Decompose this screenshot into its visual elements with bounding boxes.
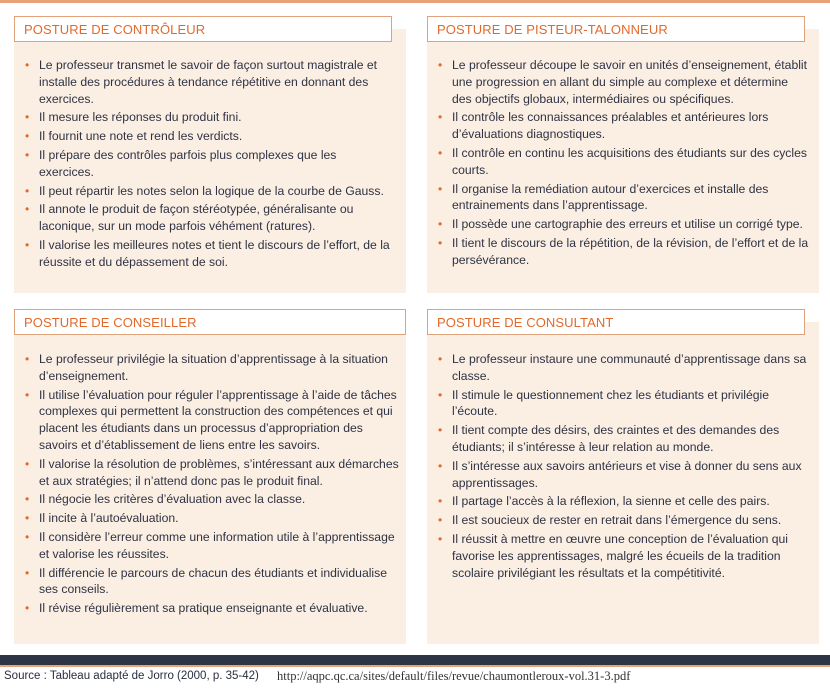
list-item: • Il négocie les critères d’évaluation avec la classe. — [24, 491, 402, 508]
source-url[interactable]: http://aqpc.qc.ca/sites/default/files/revue/chaumontleroux-vol.31-3.pdf — [277, 669, 631, 683]
list-item: • Il annote le produit de façon stéréotypée, généralisante ou laconique, sur un mode parfois véhément (ratures). — [24, 201, 392, 235]
list-item: • Il tient le discours de la répétition, de la révision, de l’effort et de la persévérance. — [437, 235, 809, 269]
list-item: • Il contrôle en continu les acquisitions des étudiants sur des cycles courts. — [437, 145, 809, 179]
list-item: • Il mesure les réponses du produit fini. — [24, 109, 392, 126]
list-item: • Le professeur transmet le savoir de façon surtout magistrale et installe des procédures à tendance répétitive en donnant des exercices. — [24, 57, 392, 107]
list-item: • Il possède une cartographie des erreurs et utilise un corrigé type. — [437, 216, 809, 233]
footer-accent-line — [0, 665, 830, 667]
bullet-list — [437, 57, 809, 271]
list-item: • Le professeur découpe le savoir en unités d’enseignement, établit une progression en allant du simple au complexe et détermine des objectifs globaux, intermédiaires ou spécifiques. — [437, 57, 809, 107]
top-accent-line — [0, 0, 830, 3]
panel-conseiller — [14, 309, 406, 644]
list-item: • Il s’intéresse aux savoirs antérieurs et vise à donner du sens aux apprentissages. — [437, 458, 813, 492]
list-item: • Le professeur privilégie la situation d’apprentissage à la situation d’enseignement. — [24, 351, 402, 385]
list-item: • Il stimule le questionnement chez les étudiants et privilégie l’écoute. — [437, 387, 813, 421]
list-item: • Il partage l’accès à la réflexion, la sienne et celle des pairs. — [437, 493, 813, 510]
list-item: • Il prépare des contrôles parfois plus complexes que les exercices. — [24, 147, 392, 181]
list-item: • Le professeur instaure une communauté d’apprentissage dans sa classe. — [437, 351, 813, 385]
panel-consultant — [427, 309, 819, 644]
footer-bar — [0, 655, 830, 665]
panel-title: POSTURE DE CONTRÔLEUR — [14, 16, 392, 42]
list-item: • Il réussit à mettre en œuvre une conception de l’évaluation qui favorise les apprentissages, malgré les écueils de la tradition scolaire privilégiant les résultats et la compétitivité. — [437, 531, 813, 581]
panel-title: POSTURE DE PISTEUR-TALONNEUR — [427, 16, 805, 42]
list-item: • Il différencie le parcours de chacun des étudiants et individualise ses conseils. — [24, 565, 402, 599]
panel-title: POSTURE DE CONSEILLER — [14, 309, 406, 335]
panel-pisteur-talonneur — [427, 16, 819, 293]
list-item: • Il révise régulièrement sa pratique enseignante et évaluative. — [24, 600, 402, 617]
list-item: • Il valorise la résolution de problèmes, s’intéressant aux démarches et aux stratégies; il n’attend donc pas le produit final. — [24, 456, 402, 490]
list-item: • Il organise la remédiation autour d’exercices et installe des entrainements dans l’apprentissage. — [437, 181, 809, 215]
list-item: • Il peut répartir les notes selon la logique de la courbe de Gauss. — [24, 183, 392, 200]
panel-controleur — [14, 16, 406, 293]
list-item: • Il fournit une note et rend les verdicts. — [24, 128, 392, 145]
list-item: • Il contrôle les connaissances préalables et antérieures lors d’évaluations diagnostiques. — [437, 109, 809, 143]
bullet-list — [24, 57, 392, 273]
list-item: • Il est soucieux de rester en retrait dans l’émergence du sens. — [437, 512, 813, 529]
source-citation: Source : Tableau adapté de Jorro (2000, p. 35-42) — [4, 670, 259, 682]
list-item: • Il incite à l’autoévaluation. — [24, 510, 402, 527]
list-item: • Il utilise l’évaluation pour réguler l’apprentissage à l’aide de tâches complexes qui permettent la construction des compétences et qui placent les étudiants dans un processus d’appropriation des savoirs et d’établissement de liens entre les savoirs. — [24, 387, 402, 454]
list-item: • Il tient compte des désirs, des craintes et des demandes des étudiants; il s’intéresse à leur relation au monde. — [437, 422, 813, 456]
list-item: • Il valorise les meilleures notes et tient le discours de l’effort, de la réussite et du dépassement de soi. — [24, 237, 392, 271]
bullet-list — [24, 351, 402, 619]
list-item: • Il considère l’erreur comme une information utile à l’apprentissage et valorise les réussites. — [24, 529, 402, 563]
panel-title: POSTURE DE CONSULTANT — [427, 309, 805, 335]
bullet-list — [437, 351, 813, 583]
